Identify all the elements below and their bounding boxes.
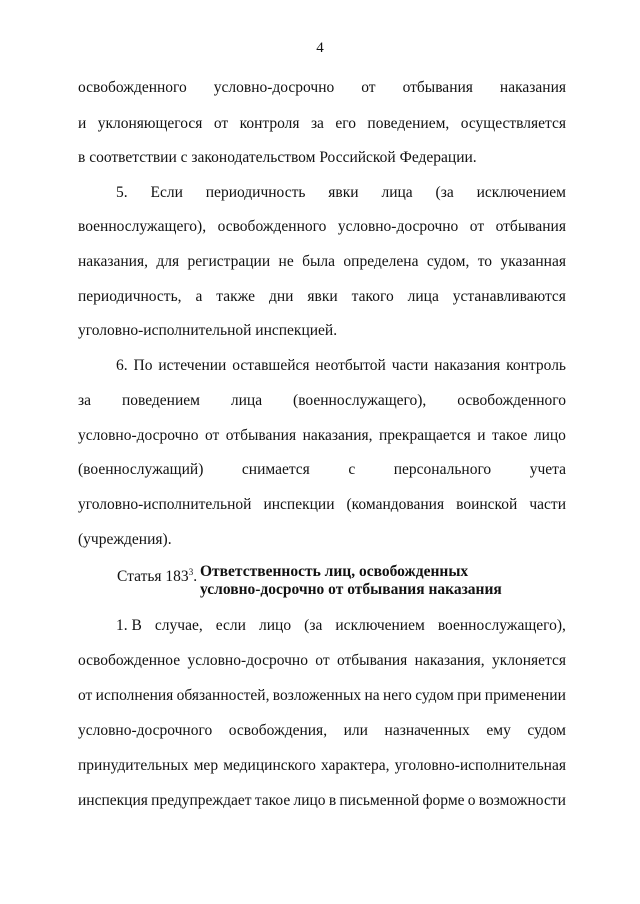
word: наказания, xyxy=(414,652,485,669)
word: неотбытой xyxy=(315,357,386,374)
word: периодичность xyxy=(205,184,306,201)
word: (учреждения). xyxy=(78,531,172,548)
word: форме xyxy=(422,792,465,809)
word: (военнослужащий) xyxy=(78,461,204,478)
word: от xyxy=(361,79,376,96)
word: характера, xyxy=(320,757,390,774)
word: за xyxy=(78,392,92,409)
word: 5. xyxy=(116,184,128,201)
word: мер xyxy=(193,757,219,774)
word: или xyxy=(343,722,368,739)
word: регистрации xyxy=(187,253,271,270)
word: такое xyxy=(254,792,291,809)
text-line xyxy=(78,460,566,480)
word: прекращается xyxy=(378,427,471,444)
word: (военнослужащего), xyxy=(293,392,427,409)
word: уголовно-исполнительной xyxy=(78,496,252,513)
word: освобожденного xyxy=(78,79,187,96)
word: также xyxy=(216,288,256,305)
text-line xyxy=(78,78,566,98)
word: дни xyxy=(269,288,294,305)
word: обязанностей, xyxy=(176,687,270,704)
word: снимается xyxy=(241,461,310,478)
word: контроля xyxy=(239,115,300,132)
word: от xyxy=(213,115,229,132)
word: а xyxy=(195,288,203,305)
word: устанавливаются xyxy=(452,288,566,305)
word: части xyxy=(391,357,429,374)
word: от xyxy=(204,427,220,444)
word: судом, xyxy=(426,253,470,270)
word: учета xyxy=(529,461,566,478)
word: 6. xyxy=(116,357,128,374)
text-line xyxy=(78,217,566,237)
word: предупреждает xyxy=(151,792,252,809)
word: периодичность, xyxy=(78,288,182,305)
word: была xyxy=(302,253,336,270)
word: уклоняется xyxy=(491,652,566,669)
word: для xyxy=(156,253,180,270)
word: части xyxy=(529,496,566,513)
word: персонального xyxy=(393,461,492,478)
article-superscript: 3 xyxy=(188,567,194,577)
word: уголовно-исполнительной инспекцией. xyxy=(78,322,338,339)
word: (за xyxy=(435,184,454,201)
word: случае, xyxy=(154,617,203,634)
word: в соответствии с законодательством Российской Федерации. xyxy=(78,149,477,166)
word: при xyxy=(457,687,482,704)
word: такого xyxy=(351,288,394,305)
word: условно-досрочно xyxy=(78,427,199,444)
word: освобождения, xyxy=(228,722,328,739)
text-line xyxy=(78,252,566,272)
word: возможности xyxy=(478,792,566,809)
text-line xyxy=(78,721,566,741)
word: письменной xyxy=(339,792,420,809)
text-line xyxy=(78,495,566,515)
word: исключением xyxy=(476,184,566,201)
word: условно-досрочно xyxy=(337,218,459,235)
word: наказания xyxy=(499,79,566,96)
word: освобожденного xyxy=(217,218,327,235)
word: наказания, xyxy=(78,253,148,270)
word: условно-досрочного xyxy=(78,722,213,739)
word: (командования xyxy=(346,496,445,513)
text-line xyxy=(78,791,566,811)
word: освобожденное xyxy=(78,652,181,669)
word: о xyxy=(467,792,476,809)
word: явки xyxy=(328,184,359,201)
word: уголовно-исполнительная xyxy=(394,757,566,774)
word: инспекция xyxy=(78,792,148,809)
word: от xyxy=(78,687,93,704)
word: не xyxy=(278,253,294,270)
word: наказания, xyxy=(302,427,373,444)
article-number: Статья $183^3$. xyxy=(117,567,198,585)
word: освобожденного xyxy=(457,392,566,409)
text-line xyxy=(78,148,566,168)
word: и xyxy=(477,427,486,444)
word: медицинского xyxy=(223,757,316,774)
word: лицо xyxy=(533,427,566,444)
word: лицо xyxy=(259,617,292,634)
word: оставшейся xyxy=(232,357,310,374)
word: отбывания xyxy=(402,79,473,96)
paragraph-5-first-line xyxy=(116,183,566,203)
word: если xyxy=(215,617,246,634)
paragraph-1-first-line xyxy=(116,616,566,636)
word: По xyxy=(133,357,153,374)
word: применении xyxy=(484,687,566,704)
word: поведением xyxy=(121,392,200,409)
article-title-line-1: Ответственность лиц, освобожденных xyxy=(200,563,469,580)
word: (за xyxy=(304,617,323,634)
page-number: 4 xyxy=(316,40,324,56)
text-line xyxy=(78,287,566,307)
word: на xyxy=(364,687,380,704)
word: явки xyxy=(307,288,338,305)
word: лица xyxy=(230,392,263,409)
word: за xyxy=(310,115,324,132)
paragraph-6-first-line xyxy=(116,356,566,376)
text-line xyxy=(78,114,566,134)
word: наказания xyxy=(434,357,501,374)
word: отбывания xyxy=(336,652,408,669)
word: определена xyxy=(343,253,419,270)
word: от xyxy=(315,652,330,669)
text-line xyxy=(78,756,566,776)
text-line xyxy=(78,651,566,671)
word: осуществляется xyxy=(460,115,566,132)
text-line xyxy=(78,321,566,341)
text-line xyxy=(78,391,566,411)
word: то xyxy=(477,253,493,270)
text-line xyxy=(78,686,566,706)
word: Если xyxy=(150,184,183,201)
word: его xyxy=(335,115,356,132)
word: указанная xyxy=(500,253,566,270)
word: судом xyxy=(527,722,566,739)
word: истечении xyxy=(158,357,227,374)
word: лица xyxy=(381,184,413,201)
word: возложенных xyxy=(272,687,362,704)
word: условно-досрочно xyxy=(213,79,335,96)
word: исполнения xyxy=(95,687,174,704)
word: и xyxy=(78,115,87,132)
text-line xyxy=(78,530,566,550)
word: назначенных xyxy=(384,722,470,739)
word: с xyxy=(348,461,356,478)
word: судом xyxy=(415,687,454,704)
word: уклоняющегося xyxy=(97,115,203,132)
word: такое xyxy=(491,427,528,444)
word: инспекции xyxy=(263,496,335,513)
word: него xyxy=(382,687,412,704)
article-title-line-2: условно-досрочно от отбывания наказания xyxy=(200,581,502,598)
word: условно-досрочно xyxy=(187,652,308,669)
word: контроль xyxy=(506,357,566,374)
word: воинской xyxy=(456,496,518,513)
word: военнослужащего), xyxy=(78,218,207,235)
word: принудительных xyxy=(78,757,189,774)
word: лица xyxy=(407,288,439,305)
word: отбывания xyxy=(225,427,297,444)
word: военнослужащего), xyxy=(437,617,566,634)
text-line xyxy=(78,426,566,446)
word: отбывания xyxy=(495,218,566,235)
word: 1. В xyxy=(116,617,142,634)
word: лицо xyxy=(293,792,326,809)
word: в xyxy=(328,792,337,809)
word: ему xyxy=(486,722,511,739)
word: исключением xyxy=(335,617,425,634)
word: от xyxy=(469,218,485,235)
word: поведением, xyxy=(367,115,450,132)
